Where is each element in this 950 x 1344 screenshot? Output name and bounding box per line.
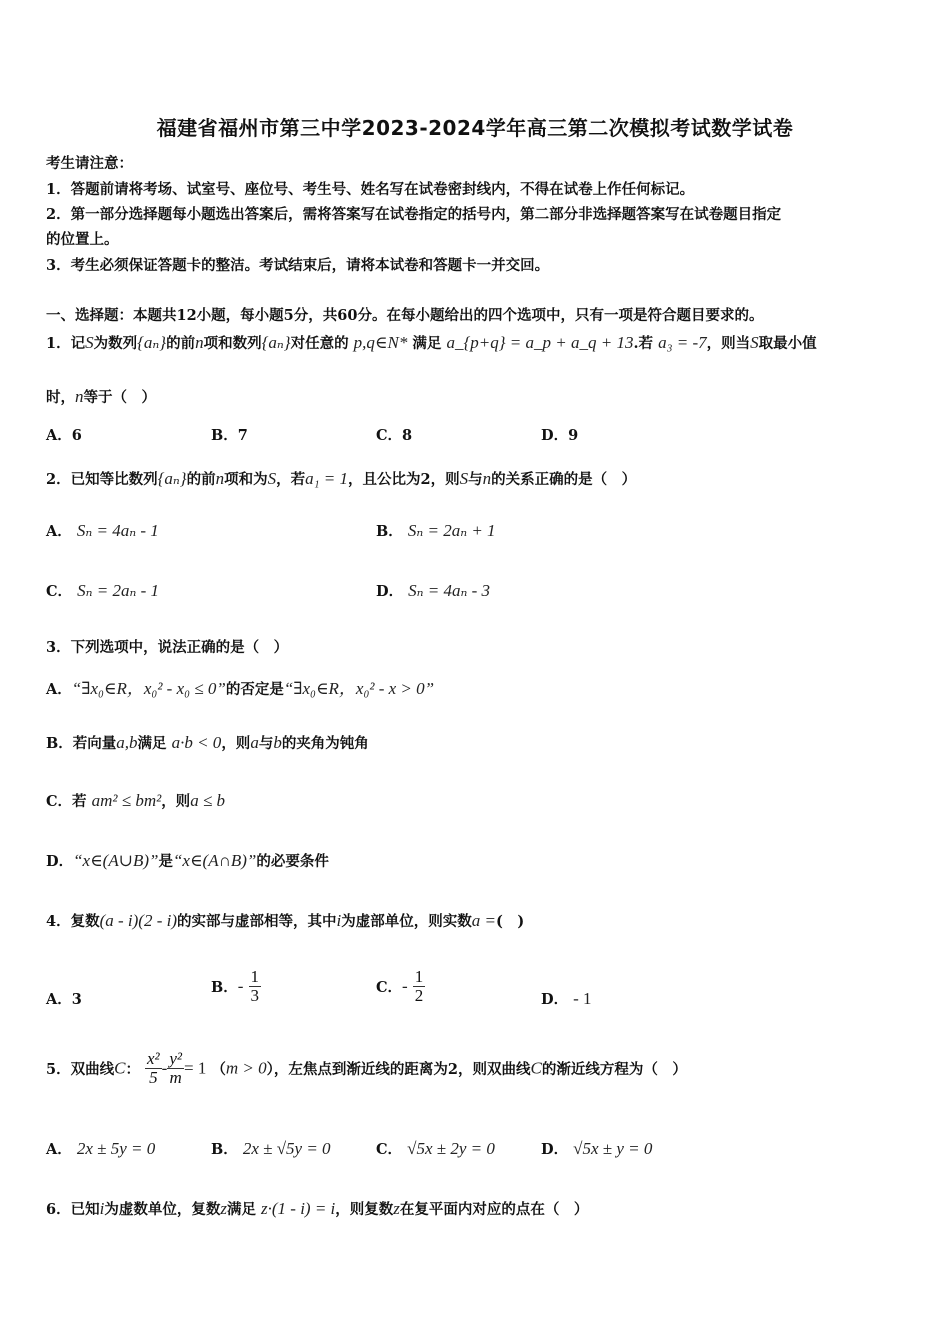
question-5: 5．双曲线C： $\frac{\text{x²}}{5}$ - $\frac{\text{y²}}{m}$ = 1 （m > 0），左焦点到渐近线的距离为2，则双曲线C的渐近线方程为（ ）	[46, 1049, 687, 1087]
q4-option-b[interactable]: B．- $\frac{1}{3}$	[211, 967, 259, 1005]
question-1-line2: 时，n等于（ ）	[46, 387, 156, 406]
q4-fraction-c: $\frac{1}{2}$	[414, 967, 424, 1005]
q4-option-a[interactable]: A．3	[46, 991, 82, 1008]
question-2: 2．已知等比数列{aₙ}的前n项和为S，若a₁ = 1，且公比为2，则S与n的关系正确的是（ ）	[46, 469, 637, 488]
q4-option-d[interactable]: D． - 1	[541, 989, 592, 1008]
q1-text: 1．记	[46, 335, 86, 352]
q3-option-d[interactable]: D．“x∈(A∪B)”是“x∈(A∩B)”的必要条件	[46, 851, 329, 870]
q1-option-a[interactable]: A．6	[46, 427, 82, 444]
q1-math-s: S	[85, 333, 94, 352]
question-6: 6．已知i为虚数单位，复数z满足 z·(1 - i) = i，则复数z在复平面内对应的点在（ ）	[46, 1199, 589, 1218]
q2-option-d[interactable]: D． Sₙ = 4aₙ - 3	[376, 581, 491, 600]
question-3: 3．下列选项中，说法正确的是（ ）	[46, 639, 289, 656]
notice-item-1: 1．答题前请将考场、试室号、座位号、考生号、姓名写在试卷密封线内，不得在试卷上作任何标记。	[46, 181, 695, 198]
q5-option-d[interactable]: D． √5x ± y = 0	[541, 1139, 653, 1158]
q5-option-b[interactable]: B． 2x ± √5y = 0	[211, 1139, 331, 1158]
q3-option-a[interactable]: A．“∃x₀∈R，x₀² - x₀ ≤ 0”的否定是“∃x₀∈R，x₀² - x > 0”	[46, 679, 435, 698]
q1-option-b[interactable]: B．7	[211, 427, 248, 444]
q2-option-c[interactable]: C． Sₙ = 2aₙ - 1	[46, 581, 160, 600]
q2-option-b[interactable]: B． Sₙ = 2aₙ + 1	[376, 521, 496, 540]
q2-option-a[interactable]: A． Sₙ = 4aₙ - 1	[46, 521, 159, 540]
q5-option-c[interactable]: C． √5x ± 2y = 0	[376, 1139, 495, 1158]
page-title: 福建省福州市第三中学2023-2024学年高三第二次模拟考试数学试卷	[156, 116, 794, 140]
q4-fraction-b: $\frac{1}{3}$	[250, 967, 259, 1005]
notice-item-3: 3．考生必须保证答题卡的整洁。考试结束后，请将本试卷和答题卡一并交回。	[46, 257, 550, 274]
section-heading: 一、选择题：本题共12小题，每小题5分，共60分。在每小题给出的四个选项中，只有一项是符合题目要求的。	[46, 307, 764, 324]
question-4: 4．复数(a - i)(2 - i)的实部与虚部相等，其中i为虚部单位，则实数a =( )	[46, 911, 525, 930]
q5-option-a[interactable]: A． 2x ± 5y = 0	[46, 1139, 156, 1158]
notice-heading: 考生请注意：	[46, 155, 133, 172]
q1-option-d[interactable]: D．9	[541, 427, 579, 444]
q3-option-b[interactable]: B．若向量a,b满足 a·b < 0，则a与b的夹角为钝角	[46, 733, 369, 752]
notice-item-2-cont: 的位置上。	[46, 231, 119, 248]
notice-item-2: 2．第一部分选择题每小题选出答案后，需将答案写在试卷指定的括号内，第二部分非选择题答案写在试卷题目指定	[46, 206, 782, 223]
q1-option-c[interactable]: C．8	[376, 427, 413, 444]
q4-option-c[interactable]: C．- $\frac{1}{2}$	[376, 967, 424, 1005]
q1-recurrence: a_{p+q} = a_p + a_q + 13	[446, 333, 634, 352]
question-1: 1．记S为数列{aₙ}的前n项和数列{aₙ}对任意的 p,q∈N* 满足 a_{p+q} = a_p + a_q + 13.若 a₃ = -7，则当S取最小值	[46, 333, 817, 352]
q3-option-c[interactable]: C．若 am² ≤ bm²，则a ≤ b	[46, 791, 226, 810]
